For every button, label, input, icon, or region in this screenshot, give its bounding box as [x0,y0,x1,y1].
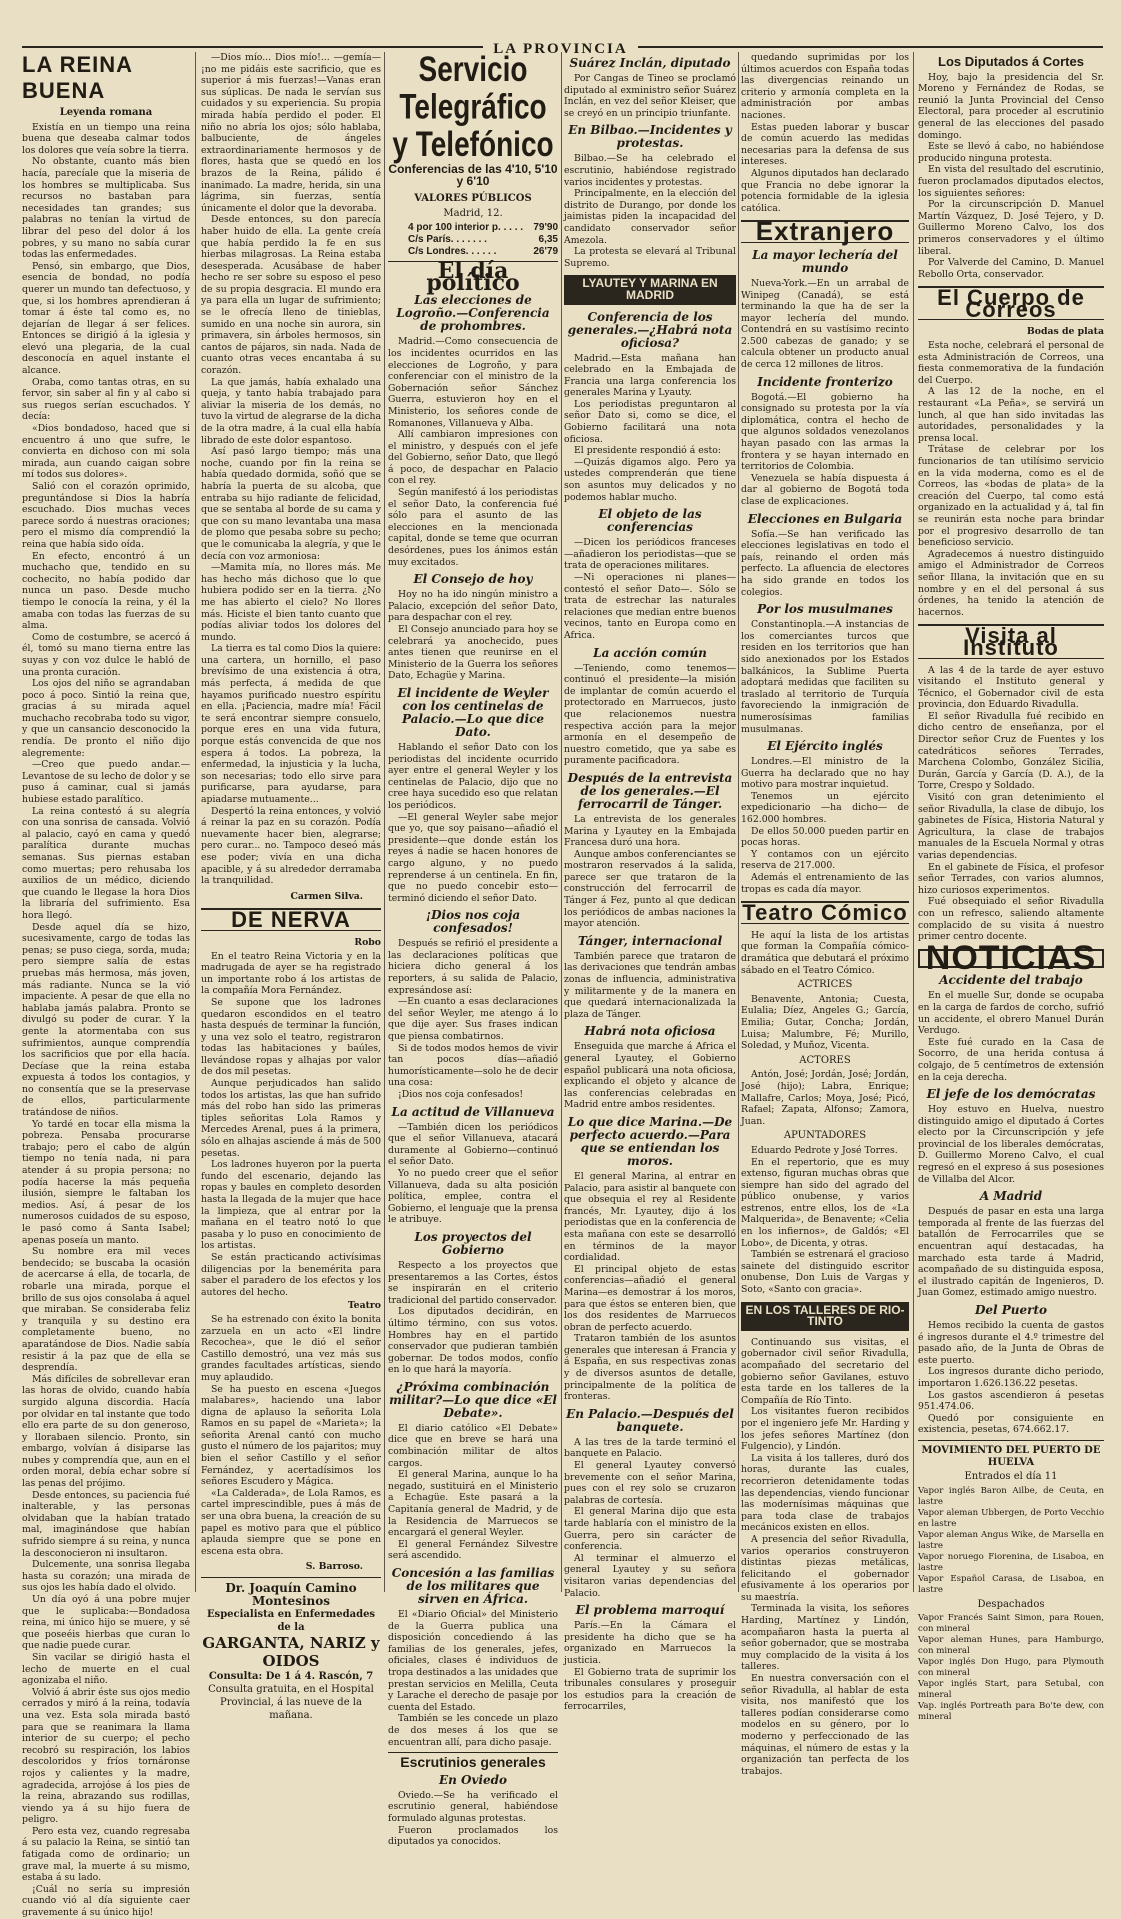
paragraph: La que jamás, había exhalado una queja, y tanto había trabajado para aliviar la miseria de los demás, no tuvo la virtud de alegrarse de la dicha de la otra madre, á la cual ella había librado de este dolor espantoso. [201,376,381,446]
paragraph: La entrevista de los generales Marina y Lyautey en la Embajada Francesa duró una hora. [564,813,736,849]
paragraph: Fué obsequiado el señor Rivadulla con un refresco, saliendo altamente complacido de su visita á nuestro primer centro docente. [918,896,1104,943]
paragraph: Yo tardé en tocar ella misma la pobreza. Pensaba procurarse trabajo; pero el cabo de algún tiempo no tenía nada, ni para atender á su propia persona; no podía hacerse la más pequeña ilusión, siempre le faltaban los medios. Así, á pesar de los numerosos cuidados de su esposo, le pasó como á Santa Isabel; apenas poseía un manto. [22,1118,190,1246]
paragraph: París.—En la Cámara el presidente ha dicho que se ha organizado en Marruecos la justicia. [564,1620,736,1666]
paragraph: Quedó por consiguiente en existencia, pesetas, 674.662.17. [918,1412,1104,1436]
news-heading: El Consejo de hoy [413,572,533,587]
paragraph: Terminada la visita, los señores Harding, Martínez y Lindón, acompañaron hasta la puerta al señor gobernador, que se mostraba muy complacido de la visita á los talleres. [741,1603,909,1673]
article-body [918,340,1104,618]
section-title: Teatro Cómico [742,900,908,926]
paragraph: Oviedo.—Se ha verificado el escrutinio general, habiéndose formulado algunas protestas. [388,1789,558,1824]
article-body [201,1314,381,1557]
valores-table [408,222,558,257]
column-3 [388,49,558,1848]
paragraph: Los ojos del niño se agrandaban poco á poco. Sintió la reina que, gracias á su mirada aquel muchacho recobraba todo su vigor, y que un cansancio desconocido la rendía. De pronto el niño dijo alegremente: [22,678,190,759]
paragraph: En vista del resultado del escrutinio, fueron proclamados diputados electos, los siguientes señores: [918,164,1104,199]
paragraph: Y contamos con un ejército reserva de 217.000. [741,848,909,872]
news-sections [564,311,736,1713]
paragraph: Estas pueden laborar y buscar de común acuerdo las medidas necesarias para la defensa de sus intereses. [741,121,909,168]
ship-list [918,1613,1104,1723]
list-heading: APUNTADORES [783,1130,867,1142]
valores-value: 79'90 [533,222,558,234]
paragraph: A las 4 de la tarde de ayer estuvo visitando el Instituto general y Técnico, el Gobernador civil de esta provincia, don Eduardo Rivadulla. [918,664,1104,711]
news-sections [564,57,736,269]
paragraph: También parece que trataron de las derivaciones que tendrán ambas zonas de influencia, administrativa y militarmente y de la manera en que quedará internacionalizada la plaza de Tánger. [564,950,736,1020]
news-heading: Habrá nota oficiosa [584,1024,716,1039]
article-body [201,951,381,1299]
paragraph: El presidente respondió á esto: [574,445,721,457]
article-body [741,1157,909,1296]
section-subtitle: Despachados [977,1598,1045,1610]
news-heading: Las elecciones de Logroño.—Conferencia de prohombres. [396,293,550,334]
news-heading: Lo que dice Marina.—De perfecto acuerdo.—Para que se entiendan los moros. [567,1114,733,1168]
list-item: Vapor noruego Fiorenina, de Lisaboa, en lastre [918,1551,1104,1573]
news-heading: ¿Próxima combinación militar?—Lo que dice «El Debate». [389,1379,557,1420]
paragraph: Allí cambiaron impresiones con el ministro, y después con el jefe del Gobierno, señor Dato, que llegó á poco, de despachar en Palacio con el rey. [388,429,558,487]
paragraph: Un día oyó á una pobre mujer que le suplicaba:—Bondadosa reina, mi único hijo se muere, y sé que poseéis hierbas que curan lo que nadie puede curar. [22,1594,190,1652]
paragraph: Bogotá.—El gobierno ha consignado su protesta por la vía diplomática, contra el hecho de que algunos soldados venezolanos hayan pasado con las armas la frontera y se hayan internado en territorios de Colombia. [741,391,909,473]
news-heading: Incidente fronterizo [757,374,893,389]
paragraph: —Teniendo, como tenemos—continuó el presidente—la misión de implantar de común acuerdo el protectorado en Marruecos, justo que relacionemos nuestra respectiva acción para la mejor armonía en el desempeño de nuestro cometido, que ya sabe es puramente pacificadora. [564,662,736,767]
paragraph: Según manifestó á los periodistas el señor Dato, la conferencia fué sólo para el asunto de las elecciones en la mencionada capital, donde se teme que ocurran desórdenes, pues los ánimos están muy excitados. [388,487,558,568]
paragraph: Por Cangas de Tineo se proclamó diputado al exministro señor Suárez Inclán, en vez del señor Kleiser, que se creyó en un principio triunfante. [564,73,736,119]
paragraph: El general Marina, aunque lo ha negado, sustituirá en el Ministerio a Echagüe. Este pasará a la Capitanía general de Madrid, y de la Residencia de Marruecos se encargará el general Weyler. [388,1469,558,1539]
paragraph: En el teatro Reina Victoria y en la madrugada de ayer se ha registrado un importante robo á los artistas de la compañía Mora Fernández. [201,950,381,997]
paragraph: Se están practicando activísimas diligencias por la benemérita para saber el paradero de los efectos y los autores del hecho. [201,1251,381,1298]
news-heading: A Madrid [979,1189,1043,1204]
paragraph: Principalmente, en la elección del distrito de Durango, por donde los jaimistas piden la incapacidad del candidato conservador señor Amezola. [564,188,736,246]
list-item: Vapor inglés Start, para Setubal, con mineral [918,1679,1104,1701]
paragraph: En nuestra conversación con el señor Rivadulla, al hablar de esta visita, nos manifestó que los talleres podían considerarse como modelos en su género, por lo moderno y perfeccionado de las máquinas, el número de estas y la organización tan perfecta de los trabajos. [741,1673,909,1777]
paragraph: Despertó la reina entonces, y volvió á reinar la paz en su corazón. Podía nuevamente hacer bien, alegrarse; pero curar... no. Tampoco deseó más ese poder; vivía en una dicha apacible, y á su alrededor derramaba la tranquilidad. [201,805,381,887]
article-body [741,1337,909,1778]
column-1 [22,52,190,1919]
valores-row [408,222,558,234]
paragraph: Aunque perjudicados han salido todos los artistas, las que han sufrido más del robo han sido las primeras tiples señoritas Lola Ramos y Mercedes Arenal, pues á la primera, sólo en alhajas asciende á más de 500 pesetas. [201,1078,381,1159]
paragraph: En el muelle Sur, donde se ocupaba en la carga de fardos de corcho, sufrió un accidente, el obrero Manuel Durán Verdugo. [918,990,1104,1037]
paragraph: Al terminar el almuerzo el general Lyautey y su señora visitaron varias dependencias del Palacio. [564,1552,736,1599]
news-heading: Los proyectos del Gobierno [414,1229,532,1257]
paragraph: Pensó, sin embargo, que Dios, esencia de bondad, no podía querer un mundo tan defectuoso, y que, si los hombres aprendieran á tomar á éste tal como es, no dejarían de llegar á ser felices. Entonces se dirigió á la iglesia y elevó una plegaria, de la cual desconocía en aquel instante el alcance. [22,260,190,377]
section-subtitle: Teatro [347,1300,381,1312]
paragraph: He aquí la lista de los artistas que forman la Compañía cómico-dramática que debutará el próximo sábado en el Teatro Cómico. [741,929,909,976]
paragraph: El Consejo anunciado para hoy se celebrará ya anochecido, pues antes tienen que reunirse en el Ministerio de la Guerra los señores Dato, Echagüe y Marina. [388,624,558,682]
list-item: Vapor Francés Saint Simon, para Rouen, con mineral [918,1613,1104,1635]
ship-list [918,1486,1104,1596]
paragraph: ¡Dios nos coja confesados! [398,1089,524,1100]
paragraph: Salió con el corazón oprimido, preguntándose si Dios la habría escuchado. Dios muchas veces parece sordo á nuestras oraciones; pero el mismo día comprendió la reina que había sido oída. [22,481,190,550]
paragraph: Así pasó largo tiempo; más una noche, cuando por fin la reina se había quedado dormida, soñó que se habría la puerta de su alcoba, que entraba su hijo radiante de felicidad, que se sentaba al borde de su cama y que con su mano levantaba una masa de plomo que pesaba sobre su pecho; que le comunicaba la alegría, y que le decía con voz armoniosa: [201,446,381,562]
article-subtitle: Leyenda romana [59,107,153,118]
divider [201,1577,381,1578]
column-rule [913,52,914,1592]
paragraph: En el repertorio, que es muy extenso, figuran muchas obras que siempre han sido del agrado del público onubense, y varios estrenos, entre ellos, los de «La Malquerida», de Benavente; «Celia en los infiernos», de Galdós; «El Lobo», de Dicenta, y otras. [741,1156,909,1249]
paragraph: Benavente, Antonia; Cuesta, Eulalia; Díez, Angeles G.; García, Emilia; Gutar, Concha; Jordán, Luisa; Malumbre, Fé; Murillo, Soledad, y Muñoz, Vicenta. [741,993,909,1052]
paragraph: Si de todos modos hemos de vivir tan pocos días—añadió humorísticamente—solo he de decir una cosa: [388,1042,558,1089]
valores-value: 26'79 [533,245,558,257]
paragraph: El principal objeto de estas conferencias—añadió el general Marina—es demostrar á los moros, para que éstos se enteren bien, que los dos residentes de Marruecos obran de perfecto acuerdo. [564,1263,736,1333]
list-heading: ACTORES [799,1054,851,1066]
conference-times: Conferencias de las 4'10, 5'10 y 6'10 [388,162,558,188]
paragraph: —El general Weyler sabe mejor que yo, que soy paisano—añadió el presidente—que donde están los reyes á nadie se hacen honores de cargo alguno, y no puedo reprenderse á un centinela. En fin, que no puedo concebir esto—terminó diciendo el señor Dato. [388,811,558,904]
paragraph: Londres.—El ministro de la Guerra ha declarado que no hay motivo para mostrar inquietud. [741,756,909,791]
section-title: Visita al Instituto [918,624,1104,658]
paragraph: —Dicen los periódicos franceses—añadieron los periodistas—que se trata de operaciones militares. [564,537,736,572]
paragraph: Más difíciles de sobrellevar eran las horas de olvido, cuando había surgido alguna discordia. Hacía por olvidar en tal instante que todo ello era parte de su don generoso, y llorabaen silencio. Pronto, sin embargo, volvían á disiparse las nubes y comprendía que, aun en el orden moral, debía echar sobre sí las penas del prójimo. [22,1373,190,1490]
paragraph: El señor Rivadulla fué recibido en dicho centro de enseñanza, por el Director señor Cruz de Fuentes y los catedráticos señores Terrades, Marchena Colombo, González Sicilia, Durán, García y García (D. A.), de la Torre, Crespo y Soldado. [918,710,1104,792]
list-item: Vapor aleman Angus Wike, de Marsella en lastre [918,1529,1104,1551]
paragraph: Esta noche, celebrará el personal de esta Administración de Correos, una fiesta conmemorativa de la fundación del Cuerpo. [918,340,1104,386]
paragraph: Se ha puesto en escena «Juegos malabares», haciendo una labor digna de aplauso la señorita Lola Ramos en su papel de «Marieta»; la señorita Arenal cantó con mucho gusto el número de los pajaritos; muy bien el señor Castillo y el señor Fernández, y acertadísimos los señores Escudero y Mágica. [201,1383,381,1488]
paragraph: Los periodistas preguntaron al señor Dato si, como se dice, el Gobierno facilitará una nota oficiosa. [564,398,736,445]
column-rule [195,52,196,1592]
paragraph: —Quizás digamos algo. Pero ya ustedes comprenderán que tiene son asuntos muy delicados y no podemos hablar mucho. [564,456,736,503]
paragraph: Hoy, bajo la presidencia del Sr. Moreno y Fernández de Rodas, se reunió la Junta Provincial del Censo Electoral, para proceder al escrutinio general de las elecciones del pasado domingo. [918,71,1104,141]
paragraph: ¡Cuál no sería su impresión cuando vió al día siguiente caer gravemente á su único hijo! [22,1883,190,1919]
list-item: Vapor Español Carasa, de Lisaboa, en lastre [918,1573,1104,1595]
column-rule [738,52,739,1592]
column-4 [564,52,736,1713]
paragraph: Trátase de celebrar por los funcionarios de tan utilísimo servicio en la vida moderna, como es el de Correos, las «bodas de plata» de la creación del Cuerpo, tal como está organizado en la actualidad y á, tal fin se reunirán esta noche para brindar por el progresivo desarrollo de tan beneficioso servicio. [918,444,1104,549]
article-body [22,122,190,1919]
paragraph: Los ingresos durante dicho periodo, importaron 1.626.136.22 pesetas. [918,1366,1104,1389]
paragraph: A las 12 de la noche, en el restaurant «La Peña», se servirá un lunch, al que han sido invitadas las autoridades, personalidades y la prensa local. [918,386,1104,444]
paragraph: Hoy estuvo en Huelva, nuestro distinguido amigo el diputado á Cortes electo por la Circunscripción y jefe provincial de los liberales demócratas, D. Guillermo Moreno Calvo, el cual regresó en el expreso á sus posesiones de Villalba del Alcor. [918,1104,1104,1185]
paragraph: Los ladrones huyeron por la puerta fundo del escenario, dejando las ropas y baules en completo desorden hasta la llegada de la mujer que hace la limpieza, que al entrar por la mañana en el teatro notó lo que pasaba y lo puso en conocimiento de los artistas. [201,1159,381,1252]
section-subtitle: En Oviedo [438,1772,508,1787]
paragraph: Por Valverde del Camino, D. Manuel Rebollo Orta, conservador. [918,257,1104,280]
news-heading: El incidente de Weyler con los centinelas de Palacio.—Lo que dice Dato. [397,685,549,739]
article-body [201,52,381,887]
valores-label: C/s París. . . . . . . [408,233,487,245]
paragraph: Eduardo Pedrote y José Torres. [751,1144,898,1156]
paragraph: Existía en un tiempo una reina buena que deseaba calmar todos los dolores que veía sobre la tierra. [22,121,190,156]
article-body [918,72,1104,281]
paragraph: Además el entrenamiento de las tropas es cada día mayor. [741,872,909,895]
paragraph: Madrid.—Como consecuencia de los incidentes ocurridos en las elecciones de Logroño, y para conferenciar con el ministro de la Gobernación señor Sánchez Guerra, estuvieron hoy en el Ministerio, los señores conde de Romanones, Villanueva y Alba. [388,336,558,429]
paragraph: Como de costumbre, se acercó á él, tomó su mano tierna entre las suyas y con voz dulce le habló de una pronta curación. [22,631,190,678]
signature: Carmen Silva. [290,890,363,902]
paragraph: No obstante, cuanto más bien hacía, parecíale que la miseria de los hombres se multiplicaba. Sus recursos no bastaban para necesidades tan grandes; sus palabras no tenían la virtud de librar del peso del dolor á los pobres, y su mano no sabía curar todas las enfermedades. [22,156,190,261]
paragraph: Constantinopla.—A instancias de los comerciantes turcos que residen en los territorios que han sido anexionados por los Estados balkánicos, la Sublime Puerta adoptará medidas que faciliten su traslado al territorio de Turquía favoreciendo la inmigración de numerosísimas familias musulmanas. [741,619,909,735]
news-heading: Concesión a las familias de los militares que sirven en África. [391,1566,555,1606]
paragraph: También se estrenará el gracioso sainete del distinguido escritor onubense, Don Luis de Vargas y Soto, «Santo con gracia». [741,1249,909,1296]
section-title: El día político [426,258,520,296]
paragraph: El general Fernández Silvestre será ascendido. [388,1538,558,1562]
paragraph: El «Diario Oficial» del Ministerio de la Guerra publica una disposición concediendo á las familias de los generales, jefes, oficiales, clases é individuos de tropa destinados a las unidades que prestan servicios en Melilla, Ceuta y Larache el derecho de pasaje por cuenta del Estado. [388,1609,558,1713]
paragraph: A las tres de la tarde terminó el banquete en Palacio. [564,1436,736,1460]
section-title: EN LOS TALLERES DE RIO-TINTO [741,1302,909,1331]
paragraph: Visitó con gran detenimiento el señor Rivadulla, la clase de dibujo, los gabinetes de Física, Historia Natural y Agricultura, la clase de trabajos manuales de la Escuela Normal y otras varias dependencias. [918,792,1104,861]
news-heading: Del Puerto [974,1303,1048,1317]
news-heading: La actitud de Villanueva [391,1104,555,1119]
paragraph: quedando suprimidas por los últimos acuerdos con España todas las divergencias reinando un criterio y armonía completa en la administración por ambas naciones. [741,52,909,121]
column-rule [384,52,385,1592]
article-title: LA REINA BUENA [22,52,133,103]
paragraph: Este fué curado en la Casa de Socorro, de una herida contusa á colgajo, de 5 centímetros de extensión en la ceja derecha. [918,1036,1104,1083]
paragraph: «Dios bondadoso, haced que si encuentro á uno que sufre, le convierta en dichoso con mi sola mirada, aun cuando caigan sobre mí todos sus dolores». [22,423,190,481]
paragraph: Fueron proclamados los diputados ya conocidos. [388,1824,558,1848]
doctor-ad [201,1582,381,1722]
ad-specialty: Especialista en Enfermedades de la [206,1609,376,1633]
news-heading: El problema marroquí [575,1603,725,1618]
valores-label: C/s Londres. . . . . . [408,245,497,257]
paragraph: Algunos diputados han declarado que Francia no debe ignorar la potencia formidable de la iglesia católica. [741,167,909,214]
paragraph: Bilbao.—Se ha celebrado el escrutinio, habiéndose registrado varios incidentes y protestas. [564,153,736,188]
ad-name: Dr. Joaquín Camino Montesinos [225,1581,357,1608]
paragraph: —En cuanto a esas declaraciones del señor Weyler, me atengo á lo que dije ayer. Sus frases indican que piensa combatirnos. [388,996,558,1043]
paragraph: Sin vacilar se dirigió hasta el lecho de muerte en el cual agonizaba el niño. [22,1651,190,1687]
news-sections [918,974,1104,1436]
valores-place: Madrid, 12. [443,207,503,219]
paragraph: Este se llevó á cabo, no habiéndose producido ninguna protesta. [918,141,1104,164]
paragraph: La tierra es tal como Dios la quiere: una cartera, un hornillo, el paso brevísimo de una existencia á otra, más perfecta, á medida de que hayamos purificado nuestro espíritu en ella. ¡Paciencia, madre mía! Fácil te será encontrar siempre consuelo, porque eres en una vida futura, porque estás convencida de que nos espera á todos. La pobreza, la enfermedad, la injusticia y la lucha, son necesarias; todo ello sirve para purificarse, para ayudarse, para apiadarse mutuamente... [201,643,381,805]
paragraph: La protesta se elevará al Tribunal Supremo. [564,246,736,269]
paragraph: Agradecemos á nuestro distinguido amigo el Administrador de Correos señor Illana, la invitación que en su nombre y en el del personal á sus órdenes, ha tenido la atención de hacernos. [918,548,1104,618]
news-heading: El Ejército inglés [767,739,883,754]
paragraph: De ellos 50.000 pueden partir en pocas horas. [741,825,909,849]
paragraph: Yo no puedo creer que el señor Villanueva, dada su alta posición política, emplee, contra el Gobierno, el lenguaje que la prensa le atribuye. [388,1167,558,1226]
paragraph: A presencia del señor Rivadulla, varios operarios construyeron distintas piezas metálicas, felicitando el gobernador efusivamente á los operarios por su maestría. [741,1533,909,1603]
paragraph: Madrid.—Esta mañana han celebrado en la Embajada de Francia una larga conferencia los generales Marina y Lyauty. [564,352,736,399]
news-heading: El objeto de las conferencias [598,507,702,535]
news-sections [388,294,558,1748]
section-title: Servicio Telegráfico y Telefónico [392,49,554,164]
news-heading: El jefe de los demócratas [926,1087,1096,1102]
paragraph: Trataron también de los asuntos generales que interesan á Francia y á España, en sus respectivas zonas y de diversos asuntos de detalle, principalmente de la política de fronteras. [564,1333,736,1403]
paragraph: La visita á los talleres, duró dos horas, durante las cuales, recorrieron detenidamente todas las dependencias, viendo funcionar las modernísimas máquinas que para toda clase de trabajos mecánicos existen en ellos. [741,1452,909,1534]
paragraph: El general Marina dijo que esta tarde hablaría con el ministro de la Guerra, pero sin carácter de conferencia. [564,1506,736,1553]
valores-row [408,246,558,258]
news-heading: Por los musulmanes [757,602,893,617]
paragraph: Hoy no ha ido ningún ministro a Palacio, excepción del señor Dato, para despachar con el rey. [388,589,558,624]
signature: S. Barroso. [305,1561,363,1573]
paragraph: Venezuela se había dispuesta á dar al gobierno de Bogotá toda clase de explicaciones. [741,472,909,507]
news-heading: Suárez Inclán, diputado [569,56,731,70]
paragraph: Aunque ambos conferenciantes se mostraron reservados á la salida, parece ser que trataron de la construcción del ferrocarril de Tánger á Fez, punto al que dedican los periódicos de ambas naciones la mayor atención. [564,848,736,930]
news-heading: ¡Dios nos coja confesados! [425,908,521,936]
paragraph: Sofía.—Se han verificado las elecciones legislativas en todo el país, reinando el orden más perfecto. La afluencia de electores ha sido grande en todos los colegios. [741,528,909,598]
valores-label: 4 por 100 interior p. . . . . [408,222,524,234]
section-title: MOVIMIENTO DEL PUERTO DE HUELVA [921,1444,1101,1468]
divider [388,1752,558,1753]
section-subtitle: Entrados el día 11 [964,1471,1058,1483]
paragraph: Se supone que los ladrones quedaron escondidos en el teatro hasta después de terminar la función, y una vez solo el teatro, registraron todas las habitaciones y baúles, llevándose ropas y alhajas por valor de dos mil pesetas. [201,996,381,1078]
article-body [918,665,1104,943]
news-heading: Conferencia de los generales.—¿Habrá nota oficiosa? [567,309,733,350]
valores-title: VALORES PÚBLICOS [414,193,532,205]
paragraph: El general Marina, al entrar en Palacio, para asistir al banquete con que obsequia el rey al Residente francés, Mr. Lyautey, dijo á los periodistas que en la conferencia de esta mañana con este se desarrolló en términos de la mayor cordialidad. [564,1170,736,1264]
news-heading: La mayor lechería del mundo [752,247,898,275]
news-heading: En Bilbao.—Incidentes y protestas. [568,123,732,151]
paragraph: «La Calderada», de Lola Ramos, es cartel imprescindible, pues á más de ser una obra buena, la creación de su papel es motivo para que el público aplauda siempre que se pone en escena esta obra. [201,1487,381,1557]
list-heading: ACTRICES [797,979,853,991]
paragraph: El Gobierno trata de suprimir los tribunales consulares y proseguir los estudios para la creación de ferrocarriles, [564,1666,736,1713]
news-heading: La acción común [593,645,707,660]
paragraph: Tenemos un ejército expedicionario —ha dicho— de 162.000 hombres. [741,790,909,826]
paragraph: Hablando el señor Dato con los periodistas del incidente ocurrido ayer entre el general Weyler y los centinelas de Palacio, dijo que no cree haya sucedido eso que relatan los periódicos. [388,741,558,811]
section-subtitle: Bodas de plata [1026,326,1104,338]
article-body [741,52,909,214]
paragraph: También se les concede un plazo de dos meses á los que se encuentran allí, para dicho pasaje. [388,1713,558,1748]
valores-row [408,234,558,246]
section-title: Extranjero [741,220,909,243]
paragraph: Desde aquel día se hizo, sucesivamente, cargo de todas las penas; se puso ciega, sorda, muda; pero siempre salía de estas pruebas más hermosa, más joven, más radiante. Nunca se la vió impaciente. A pesar de que ella no hablaba jamás palabra. Pronto se divulgó su poder de curar. Y la gente la atormentaba con sus sufrimientos, aunque comprendía los sacrificios que por ella hacía. Decíase que la reina estaba expuesta á todos los contagios, y no consentía que se la preservase de ellos, particularmente tratándose de niños. [22,921,190,1119]
paragraph: Dulcemente, una sonrisa llegaba hasta su corazón; una mirada de sus ojos les había dado el olvido. [22,1559,190,1594]
section-title: NOTICIAS [918,949,1104,969]
section-title: DE NERVA [201,908,381,931]
paragraph: Desde entonces, su don parecía haber huido de ella. La gente creía que había perdido la fe en sus hierbas milagrosas. La Reina estaba desesperada. Acusábase de haber hecho re ser sobre su esposo el peso de su propia desgracia. El mundo era ya para ella un lugar de sufrimiento; se le ofrecía lleno de tinieblas, sumido en una noche sin aurora, sin primavera, sin árboles hermosos, sin cantos de pájaros, sin nada. Nada de cuanto otras veces encantaba á su corazón. [201,214,381,377]
section-title: LYAUTEY Y MARINA EN MADRID [564,275,736,304]
paragraph: Enseguida que marche á Africa el general Lyautey, el Gobierno español publicará una nota oficiosa, explicando el objeto y alcance de las conferencias celebradas en Madrid entre ambos residentes. [564,1041,736,1111]
paragraph: Por la circunscripción D. Manuel Martín Vázquez, D. José Tejero, y D. Guillermo Moreno Calvo, los dos primeros conservadores y el último liberal. [918,199,1104,257]
paragraph: La reina contestó á su alegría con una sonrisa de cansada. Volvió al palacio, cayó en cama y quedó paralítica durante muchas semanas. Sus piernas estaban como muertas; pero rehusaba los auxilios de un médico, diciendo que cuando le llegase la hora Dios la libraría del sufrimiento. Esa hora llegó. [22,805,190,921]
paragraph: Desde entonces, su paciencia fué inalterable, y las personas olvidaban que la habían tratado mal, imaginándose que habían sufrido siempre á su reina, y nunca la desconocieron ni insultaron. [22,1489,190,1559]
paragraph: —También dicen los periódicos que el señor Villanueva, atacará duramente al Gobierno—continuó el señor Dato. [388,1121,558,1168]
news-heading: Tánger, internacional [577,933,723,948]
paragraph: —Mamita mía, no llores más. Me has hecho más dichoso que lo que hubiera podido ser en la tierra. ¿No me has abierto el cielo? No llores más. Hiciste el bien tanto cuanto que podías aliviar todos los dolores del mundo. [201,562,381,643]
paragraph: En efecto, encontró á un muchacho que, tendido en su cochecito, no había podido dar nunca un paso. Desde mucho tiempo le conocía la reina, y él la amaba con todas las fuerzas de su alma. [22,550,190,632]
paragraph: Pero esta vez, cuando regresaba á su palacio la Reina, se sintió tan fatigada como de ordinario; un grave mal, la muerte á su mismo, estaba á su lado. [22,1825,190,1884]
paragraph: Después se refirió el presidente a las declaraciones políticas que hiciera dicho general á los reporters, á su salida de Palacio, expresándose así: [388,938,558,996]
paragraph: Los diputados decidirán, en último término, con sus votos. Hombres hay en el partido conservador que pudieran también gobernar. De todos modos, confío en lo que hará la mayoría. [388,1306,558,1376]
ad-organs: GARGANTA, NARIZ y OIDOS [202,1634,380,1670]
list-item: Vapor inglés Baron Ailbe, de Ceuta, en lastre [918,1485,1104,1507]
list-item: Vapor aleman Ubbergen, de Porto Vecchio en lastre [918,1507,1104,1529]
paragraph: —Creo que puedo andar.—Levantose de su lecho de dolor y se puso á caminar, cual si jamás hubiese estado paralítico. [22,759,190,806]
section-title: El Cuerpo de Correos [918,286,1104,320]
paragraph: En el gabinete de Física, el profesor señor Terrades, con varios alumnos, hizo curiosos experimentos. [918,861,1104,896]
list-item: Vapor aleman Hunes, para Hamburgo, con mineral [918,1635,1104,1657]
paragraph: Los visitantes fueron recibidos por el ingeniero jefe Mr. Harding y los jefes señores Martínez (don Fulgencio), y Lindón. [741,1406,909,1453]
paragraph: Los gastos ascendieron á pesetas 951.474.06. [918,1389,1104,1413]
paragraph: Oraba, como tantas otras, en su fervor, sin saber al fin y al cabo si sus ruegos serían escuchados. Y decía: [22,376,190,423]
section-title: Escrutinios generales [400,1754,546,1771]
paragraph: Respecto a los proyectos que presentaremos a las Cortes, éstos se inspirarán en el criterio tradicional del partido conservador. [388,1259,558,1306]
paragraph: Su nombre era mil veces bendecido; se buscaba la ocasión de acercarse á ella, de tocarla, de robarle una mirada, porque el brillo de sus ojos consolaba á aquel que miraban. Se consideraba feliz y tranquila y su destino era completamente bueno, no aparatándose de Dios. Nadie sabía resistir á la paz que de ella se desprendía. [22,1246,190,1374]
paragraph: Se ha estrenado con éxito la bonita zarzuela en un acto «El lindre Recochea», que le dió el señor Castillo demostró, una vez más sus grandes facultades artísticas, siendo muy aplaudido. [201,1313,381,1383]
paragraph: Continuando sus visitas, el gobernador civil señor Rivadulla, acompañado del secretario del gobierno señor Gavilanes, estuvo esta tarde en los talleres de la Compañía de Río Tinto. [741,1336,909,1406]
article-body [388,1790,558,1848]
divider [918,1440,1104,1441]
section-title: Los Diputados á Cortes [938,54,1084,69]
paragraph: —Ni operaciones ni planes—contestó el señor Dato—. Sólo se trata de estrechar las naturales relaciones que median entre buenos vecinos, tanto en Europa como en Africa. [564,572,736,641]
news-heading: Después de la entrevista de los generales.—El ferrocarril de Tánger. [567,770,733,811]
news-sections [741,249,909,895]
paragraph: El diario católico «El Debate» dice que en breve se hará una combinación militar de altos cargos. [388,1422,558,1469]
list-item: Vapor inglés Don Hugo, para Plymouth con mineral [918,1657,1104,1679]
ad-consulta: Consulta: De 1 á 4. Rascón, 7 [208,1671,374,1682]
list-item: Vap. inglés Portreath para Bo'te dew, con mineral [918,1701,1104,1723]
news-heading: Accidente del trabajo [939,973,1083,988]
paragraph: Después de pasar en esta una larga temporada al frente de las fuerzas del batallón de Ferrocarriles que se encuentran aquí destacadas, ha marchado esta tarde á Madrid, acompañado de su distinguida esposa, el ilustrado capitán de Ingenieros, D. Juan Gomez, estimado amigo nuestro. [918,1206,1104,1299]
column-rule [561,52,562,1592]
news-heading: Elecciones en Bulgaria [747,511,903,526]
section-subtitle: Robo [354,936,381,948]
column-5 [741,52,909,1777]
column-2 [201,52,381,1721]
paragraph: Antón, José; Jordán, José; Jordán, José (hijo); Labra, Enrique; Mallafre, Carlos; Moya, José; Picó, Rafael; Zapata, Alfonso; Zamora, Juan. [741,1069,909,1127]
column-6 [918,52,1104,1723]
paragraph: Volvió á abrir éste sus ojos medio cerrados y miró á la reina, todavía una vez. Esta sola mirada bastó para que se reanimara la llama interior de su cuerpo; el pecho recobró su respiración, los labios descoloridos y fríos tornáronse rojos y calientes y la madre, agradecida, arrojóse á los pies de la reina, abrazando sus rodillas, viendo ya á su hijo fuera de peligro. [22,1686,190,1826]
news-heading: En Palacio.—Después del banquete. [566,1406,734,1434]
masthead-title: LA PROVINCIA [483,41,637,57]
paragraph: Hemos recibido la cuenta de gastos é ingresos durante el 4.º trimestre del pasado año, de la Junta de Obras de este puerto. [918,1320,1104,1366]
ad-note: Consulta gratuita, en el Hospital Provincial, á las nueve de la mañana. [208,1684,374,1721]
paragraph: El general Lyautey conversó brevemente con el señor Marina, pues con el rey solo se cruzaron palabras de cortesía. [564,1460,736,1506]
valores-value: 6,35 [538,233,558,245]
paragraph: Nueva-York.—En un arrabal de Winipeg (Canadá), se está terminando la que ha de ser la mayor lechería del mundo. Contendrá en su vastísimo recinto 2.500 cabezas de ganado; y se calcula obtener un producto anual de cerca 12 millones de litros. [741,277,909,371]
paragraph: —Dios mío... Dios mío!... —gemía—¡no me pidáis este sacrificio, que es superior á mis fuerzas!—Vanas eran sus súplicas. De nada le servían sus cuidados y su experiencia. Su propia mirada había perdido el poder. El niño no abría los ojos; sólo hablaba, balbuciente, de ángeles extraordinariamente hermosos y de flores, hasta que se quedó en los brazos de la Reina, pálido é inanimado. La madre, herida, sin una lágrima, sin fuerzas, sentía únicamente el dolor que la devoraba. [201,52,381,214]
